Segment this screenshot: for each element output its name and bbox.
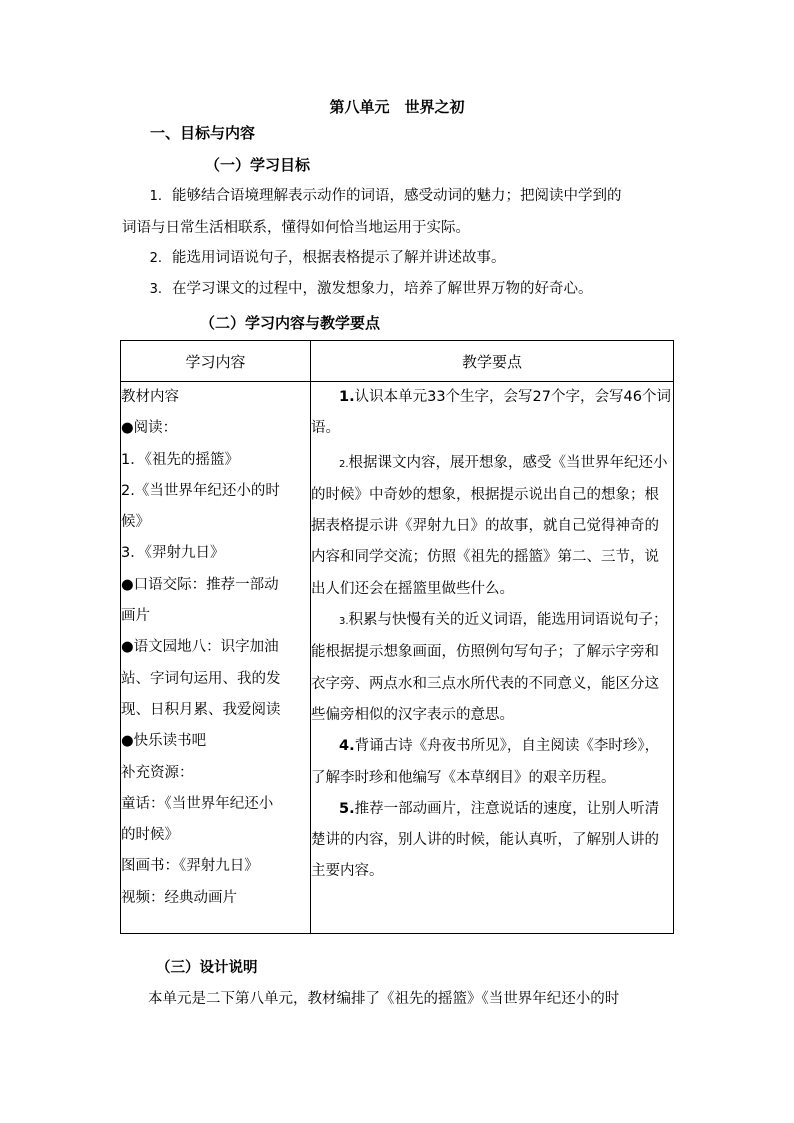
goal-number: 1. xyxy=(149,189,162,204)
content-line: 候》 xyxy=(121,514,150,531)
point-text: 推荐一部动画片，注意说话的速度，让别人听清楚讲的内容，别人讲的时候，能认真听，了解别人讲的主要内容。 xyxy=(311,800,660,880)
goal-item xyxy=(122,242,682,275)
point-text: 根据课文内容，展开想象，感受《当世界年纪还小的时候》中奇妙的想象，根据提示说出自己的想象；根据表格提示讲《羿射九日》的故事，就自己觉得神奇的内容和同学交流；仿照《祖先的摇篮》第二、三节，说出人们还会在摇篮里做些什么。 xyxy=(311,454,668,597)
table-header-right: 教学要点 xyxy=(311,341,674,382)
content-line: 1．《祖先的摇篮》 xyxy=(121,451,239,468)
table-header-row xyxy=(121,341,674,382)
subheading-learning-goals: （一）学习目标 xyxy=(205,156,311,174)
content-line: 视频：经典动画片 xyxy=(121,889,237,906)
content-line: ●快乐读书吧 xyxy=(121,733,207,750)
content-line: ●语文园地八：识字加油 xyxy=(121,639,279,656)
subheading-design-notes: （三）设计说明 xyxy=(156,960,258,976)
point-text: 认识本单元33个生字，会写27个字，会写46个词语。 xyxy=(311,389,671,437)
content-line: 童话：《当世界年纪还小 xyxy=(121,795,274,812)
point-number: 3. xyxy=(339,616,349,628)
goal-item-continued xyxy=(122,212,682,244)
goal-text: 在学习课文的过程中，激发想象力，培养了解世界万物的好奇心。 xyxy=(172,281,593,297)
teaching-points-cell xyxy=(311,382,674,934)
teaching-point xyxy=(311,794,673,888)
content-line: 2.《当世界年纪还小的时 xyxy=(121,482,280,499)
content-line: 的时候》 xyxy=(121,827,179,844)
teaching-point xyxy=(311,448,673,605)
goal-text: 词语与日常生活相联系，懂得如何恰当地运用于实际。 xyxy=(122,220,470,236)
content-line: 教材内容 xyxy=(121,389,179,405)
content-line: 画片 xyxy=(121,608,150,625)
content-line: ●口语交际：推荐一部动 xyxy=(121,576,279,593)
section-heading-goals-content: 一、目标与内容 xyxy=(150,124,256,142)
design-notes-paragraph: 本单元是二下第八单元，教材编排了《祖先的摇篮》《当世界年纪还小的时 xyxy=(148,991,620,1007)
goal-text: 能选用词语说句子，根据表格提示了解并讲述故事。 xyxy=(172,250,506,266)
table-header-left: 学习内容 xyxy=(121,341,311,382)
content-table xyxy=(120,340,674,934)
teaching-point xyxy=(311,382,673,445)
point-number: 1. xyxy=(339,389,355,405)
learning-content-cell xyxy=(121,382,311,934)
point-number: 2. xyxy=(339,458,349,470)
goal-text: 能够结合语境理解表示动作的词语，感受动词的魅力；把阅读中学到的 xyxy=(172,188,622,204)
subheading-content-and-points: （二）学习内容与教学要点 xyxy=(200,314,381,332)
content-line: 站、字词句运用、我的发 xyxy=(121,670,281,687)
content-line: 3．《羿射九日》 xyxy=(121,545,225,562)
goal-number: 3. xyxy=(149,282,162,297)
point-text: 背诵古诗《舟夜书所见》，自主阅读《李时珍》，了解李时珍和他编写《本草纲目》的艰辛历程。 xyxy=(311,738,660,786)
goal-item xyxy=(122,273,682,306)
content-line: 补充资源： xyxy=(121,764,194,781)
goal-item xyxy=(122,180,682,213)
table-row xyxy=(121,382,674,934)
page-title: 第八单元 世界之初 xyxy=(329,98,465,116)
point-text: 积累与快慢有关的近义词语，能选用词语说句子；能根据提示想象画面，仿照例句写句子；了解示字旁和衣字旁、两点水和三点水所代表的不同意义，能区分这些偏旁相似的汉字表示的意思。 xyxy=(311,612,668,723)
content-line: ●阅读： xyxy=(121,420,178,437)
teaching-point xyxy=(311,605,673,731)
goal-number: 2. xyxy=(149,251,162,266)
content-line: 现、日积月累、我爱阅读 xyxy=(121,701,281,718)
point-number: 4. xyxy=(339,738,355,755)
teaching-point xyxy=(311,731,673,794)
point-number: 5. xyxy=(339,800,355,817)
content-line: 图画书：《羿射九日》 xyxy=(121,858,259,875)
